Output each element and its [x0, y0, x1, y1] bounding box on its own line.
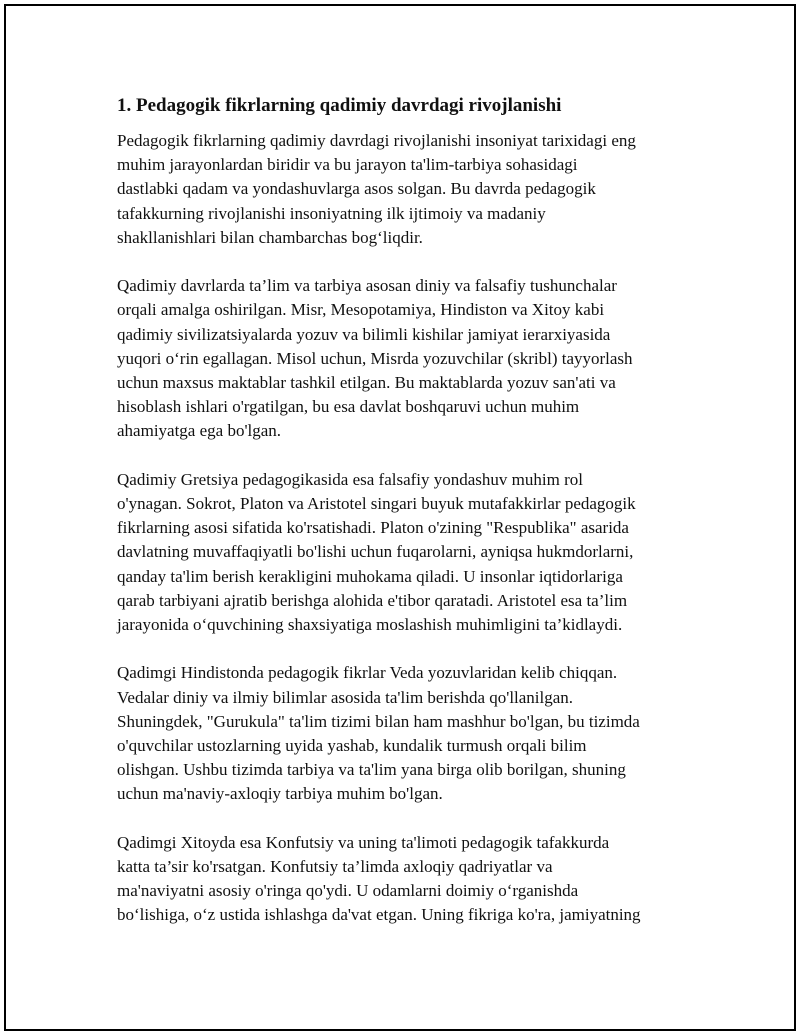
- text-line: Qadimiy Gretsiya pedagogikasida esa falsafiy yondashuv muhim rol: [117, 469, 583, 489]
- text-line: uchun ma'naviy-axloqiy tarbiya muhim bo'lgan.: [117, 784, 443, 804]
- text-line: ma'naviyatni asosiy o'ringa qo'ydi. U odamlarni doimiy o‘rganishda: [117, 881, 579, 901]
- document-body: [117, 93, 697, 952]
- text-line: bo‘lishiga, o‘z ustida ishlashga da'vat etgan. Uning fikriga ko'ra, jamiyatning: [117, 905, 641, 925]
- text-line: Vedalar diniy va ilmiy bilimlar asosida ta'lim berishda qo'llanilgan.: [117, 687, 574, 707]
- text-line: Shuningdek, "Gurukula" ta'lim tizimi bilan ham mashhur bo'lgan, bu tizimda: [117, 711, 640, 731]
- text-line: muhim jarayonlardan biridir va bu jarayon ta'lim-tarbiya sohasidagi: [117, 155, 578, 175]
- text-line: yuqori o‘rin egallagan. Misol uchun, Misrda yozuvchilar (skribl) tayyorlash: [117, 348, 633, 368]
- text-line: orqali amalga oshirilgan. Misr, Mesopotamiya, Hindiston va Xitoy kabi: [117, 300, 605, 320]
- text-line: tafakkurning rivojlanishi insoniyatning ilk ijtimoiy va madaniy: [117, 203, 546, 223]
- text-line: davlatning muvaffaqiyatli bo'lishi uchun fuqarolarni, ayniqsa hukmdorlarni,: [117, 542, 634, 562]
- paragraph-2: [117, 274, 697, 443]
- text-line: Qadimgi Xitoyda esa Konfutsiy va uning ta'limoti pedagogik tafakkurda: [117, 832, 610, 852]
- text-line: qarab tarbiyani ajratib berishga alohida e'tibor qaratadi. Aristotel esa ta’lim: [117, 590, 628, 610]
- text-line: qanday ta'lim berish kerakligini muhokama qiladi. U insonlar iqtidorlariga: [117, 566, 623, 586]
- text-line: ahamiyatga ega bo'lgan.: [117, 421, 282, 441]
- text-line: Qadimgi Hindistonda pedagogik fikrlar Veda yozuvlaridan kelib chiqqan.: [117, 663, 618, 683]
- paragraph-3: [117, 468, 697, 637]
- text-line: fikrlarning asosi sifatida ko'rsatishadi. Platon o'zining "Respublika" asarida: [117, 518, 629, 538]
- section-heading: 1. Pedagogik fikrlarning qadimiy davrdagi rivojlanishi: [117, 95, 562, 116]
- text-line: o'quvchilar ustozlarning uyida yashab, kundalik turmush orqali bilim: [117, 736, 587, 756]
- text-line: jarayonida o‘quvchining shaxsiyatiga moslashish muhimligini ta’kidlaydi.: [117, 615, 623, 635]
- paragraph-5: [117, 831, 697, 928]
- text-line: katta ta’sir ko'rsatgan. Konfutsiy ta’limda axloqiy qadriyatlar va: [117, 857, 553, 877]
- text-line: dastlabki qadam va yondashuvlarga asos solgan. Bu davrda pedagogik: [117, 179, 596, 199]
- paragraph-4: [117, 661, 697, 806]
- text-line: shakllanishlari bilan chambarchas bog‘liqdir.: [117, 227, 423, 247]
- text-line: o'ynagan. Sokrot, Platon va Aristotel singari buyuk mutafakkirlar pedagogik: [117, 494, 636, 514]
- text-line: Pedagogik fikrlarning qadimiy davrdagi rivojlanishi insoniyat tarixidagi eng: [117, 131, 636, 150]
- text-line: hisoblash ishlari o'rgatilgan, bu esa davlat boshqaruvi uchun muhim: [117, 397, 580, 417]
- text-line: olishgan. Ushbu tizimda tarbiya va ta'lim yana birga olib borilgan, shuning: [117, 760, 626, 780]
- paragraph-1: [117, 129, 697, 250]
- text-line: qadimiy sivilizatsiyalarda yozuv va bilimli kishilar jamiyat ierarxiyasida: [117, 324, 611, 344]
- text-line: Qadimiy davrlarda ta’lim va tarbiya asosan diniy va falsafiy tushunchalar: [117, 276, 617, 296]
- text-line: uchun maxsus maktablar tashkil etilgan. Bu maktablarda yozuv san'ati va: [117, 373, 616, 393]
